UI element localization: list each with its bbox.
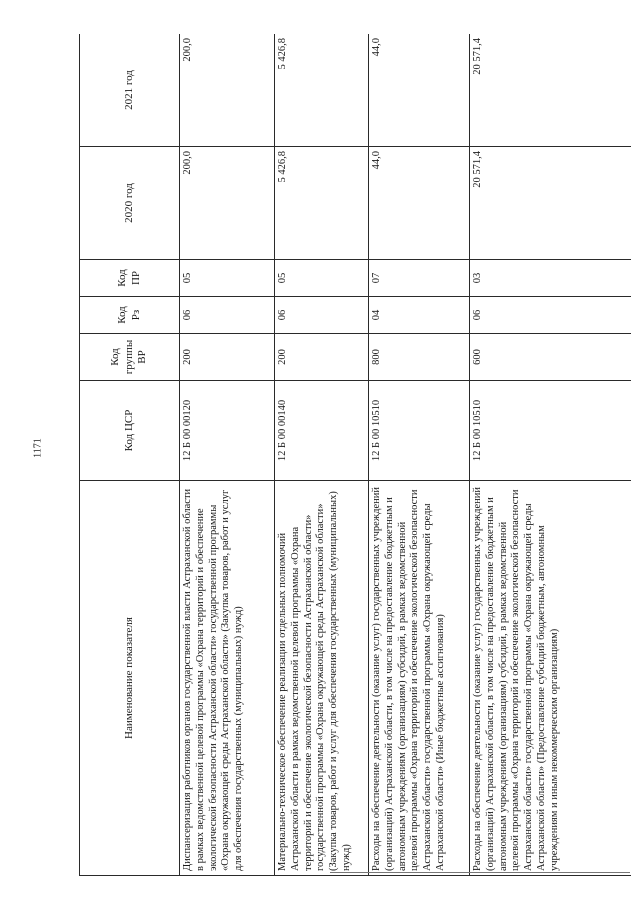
- header-csr: Код ЦСР: [80, 381, 180, 481]
- header-name: Наименование показателя: [80, 481, 180, 876]
- budget-table: [79, 34, 631, 876]
- header-rz: Код Рз: [80, 297, 180, 334]
- page-number: 1171: [32, 438, 44, 458]
- row-pr: 03: [470, 260, 632, 297]
- table-row: [275, 34, 369, 876]
- row-rz: 06: [180, 297, 275, 334]
- row-name: Материально-техническое обеспечение реализации отдельных полномочий Астраханской области в рамках ведомственной целевой программы «Охрана территорий и обеспечение экологической безопасности Астраханской области» государственной программы «Охрана окружающей среды Астраханской области» (Закупка товаров, работ и услуг для обеспечения государственных (муниципальных) нужд): [275, 481, 369, 876]
- row-vr: 200: [180, 334, 275, 381]
- table-row: [180, 34, 275, 876]
- row-pr: 05: [275, 260, 369, 297]
- row-name: Расходы на обеспечение деятельности (оказание услуг) государственных учреждений (организаций) Астраханской области, в том числе на предоставление бюджетным и автономным учреждениям (организациям) субсидий, в рамках ведомственной целевой программы «Охрана территорий и обеспечение экологической безопасности Астраханской области» государственной программы «Охрана окружающей среды Астраханской области» (Иные бюджетные ассигнования): [369, 481, 470, 876]
- header-2020: 2020 год: [80, 147, 180, 260]
- rotated-table-container: [79, 34, 631, 876]
- row-vr: 600: [470, 334, 632, 381]
- page-bottom-rule: [330, 872, 630, 873]
- row-vr: 800: [369, 334, 470, 381]
- row-rz: 06: [470, 297, 632, 334]
- row-2020: 5 426,8: [275, 147, 369, 260]
- row-2021: 200,0: [180, 34, 275, 147]
- table-row: [470, 34, 632, 876]
- row-2020: 200,0: [180, 147, 275, 260]
- row-csr: 12 Б 00 10510: [470, 381, 632, 481]
- row-name: Диспансеризация работников органов государственной власти Астраханской области в рамках ведомственной целевой программы «Охрана территорий и обеспечение экологической безопасности Астраханской области» государственной программы «Охрана окружающей среды Астраханской области» (Закупка товаров, работ и услуг для обеспечения государственных (муниципальных) нужд): [180, 481, 275, 876]
- row-name: Расходы на обеспечение деятельности (оказание услуг) государственных учреждений (организаций) Астраханской области, в том числе на предоставление бюджетным и автономным учреждениям (организациям) субсидий, в рамках ведомственной целевой программы «Охрана территорий и обеспечение экологической безопасности Астраханской области» государственной программы «Охрана окружающей среды Астраханской области» (Предоставление субсидий бюджетным, автономным учреждениям и иным некоммерческим организациям): [470, 481, 632, 876]
- header-pr: Код ПР: [80, 260, 180, 297]
- row-vr: 200: [275, 334, 369, 381]
- row-rz: 04: [369, 297, 470, 334]
- row-rz: 06: [275, 297, 369, 334]
- row-2021: 44,0: [369, 34, 470, 147]
- header-vr: Код группы ВР: [80, 334, 180, 381]
- row-csr: 12 Б 00 00120: [180, 381, 275, 481]
- table-header-row: [80, 34, 180, 876]
- row-2020: 44,0: [369, 147, 470, 260]
- table-row: [369, 34, 470, 876]
- row-2021: 5 426,8: [275, 34, 369, 147]
- row-pr: 05: [180, 260, 275, 297]
- row-pr: 07: [369, 260, 470, 297]
- row-2021: 20 571,4: [470, 34, 632, 147]
- row-csr: 12 Б 00 00140: [275, 381, 369, 481]
- row-2020: 20 571,4: [470, 147, 632, 260]
- row-csr: 12 Б 00 10510: [369, 381, 470, 481]
- header-2021: 2021 год: [80, 34, 180, 147]
- budget-table-area: [79, 34, 631, 876]
